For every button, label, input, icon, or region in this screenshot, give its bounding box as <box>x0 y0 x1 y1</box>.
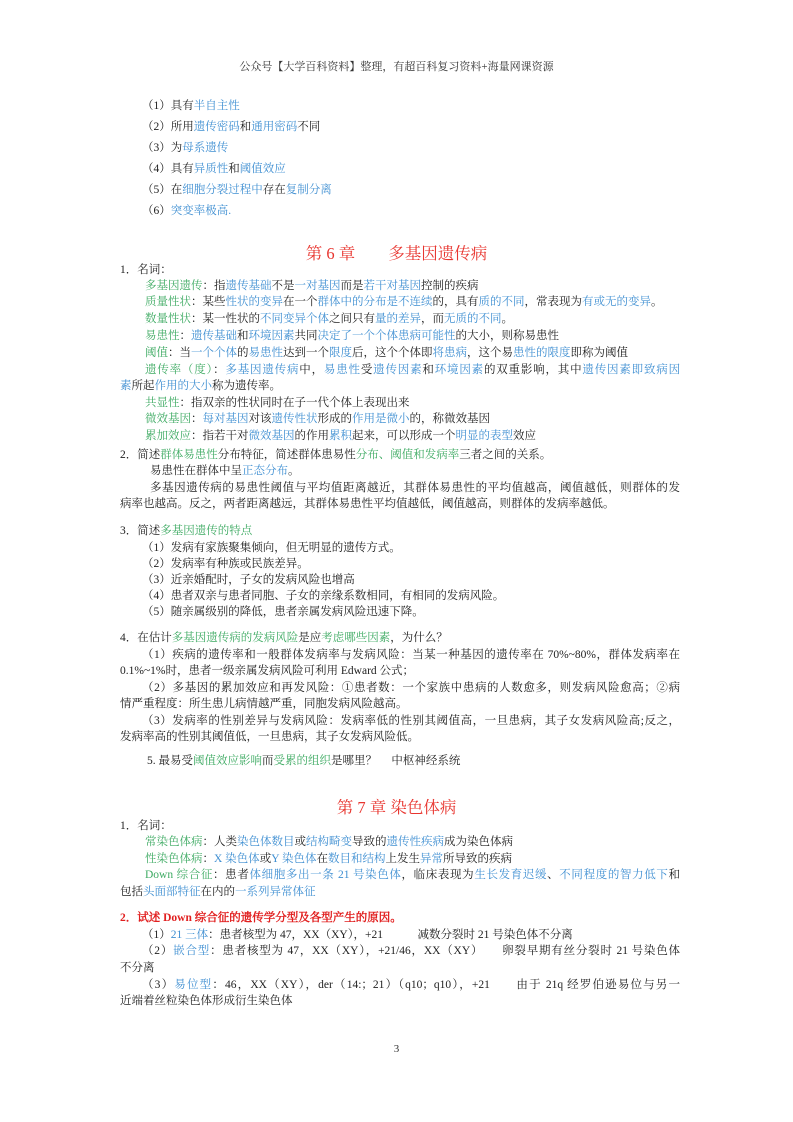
text-span: 5. 最易受 <box>147 755 193 767</box>
highlight-blue: 遗传性疾病 <box>386 836 444 848</box>
text-span: 1．名词： <box>120 820 172 832</box>
highlight-blue: 微效基因 <box>248 430 295 442</box>
highlight-blue: 嵌合型 <box>173 945 211 957</box>
text-line <box>145 412 490 427</box>
text-line <box>142 99 240 114</box>
text-span: ：某一性状的 <box>191 313 260 325</box>
highlight-blue: 突变率极高. <box>170 205 232 217</box>
text-line <box>142 648 680 663</box>
highlight-blue: 一对基因 <box>294 280 341 292</box>
text-line <box>147 754 460 769</box>
text-line <box>145 852 512 867</box>
highlight-blue: 易位型 <box>174 979 213 991</box>
text-line <box>142 589 504 604</box>
text-span: ，临床表现为 <box>401 869 475 881</box>
text-line <box>142 162 286 177</box>
text-span: 所导致的疾病 <box>442 853 512 865</box>
highlight-blue: 生长发育迟缓 <box>474 869 548 881</box>
text-span: ：患者 <box>213 869 250 881</box>
chapter-title <box>0 244 793 264</box>
highlight-blue: 复制分离 <box>285 184 332 196</box>
text-line <box>120 379 281 394</box>
text-span: 不同 <box>297 121 321 133</box>
text-span: ：指 <box>202 280 226 292</box>
text-span: ：指若干对 <box>191 430 249 442</box>
text-span: ： <box>213 364 226 376</box>
highlight-blue: 正态分布 <box>242 465 288 477</box>
text-line <box>120 631 448 646</box>
text-span: ，而 <box>421 313 444 325</box>
text-span: 、 <box>547 869 560 881</box>
text-line <box>150 464 300 479</box>
text-line <box>145 279 479 294</box>
text-span: ：某些 <box>191 296 226 308</box>
highlight-blue: 体细胞多出一条 21 号染色体 <box>249 869 402 881</box>
text-line <box>142 944 680 959</box>
highlight-blue: 易患性 <box>323 364 361 376</box>
text-line <box>120 885 316 900</box>
text-line <box>120 524 252 539</box>
text-span: 0.1%~1%时，患者一级亲属发病风险可利用 Edward 公式； <box>120 665 415 677</box>
highlight-blue: 作用的大小 <box>154 380 212 392</box>
question-heading: 2．试述 Down 综合征的遗传学分型及各型产生的原因。 <box>120 912 402 924</box>
text-span: 和 <box>668 869 680 881</box>
term-green: 考虑哪些因素 <box>321 632 391 644</box>
term-green: 多基因遗传的特点 <box>160 525 253 537</box>
text-span: 控制的疾病 <box>421 280 479 292</box>
highlight-blue: 明显的表型 <box>455 430 513 442</box>
highlight-blue: 环境因素 <box>434 364 484 376</box>
text-span: 情严重程度：所生患儿病情越严重，同胞发病风险越高。 <box>120 698 408 710</box>
highlight-blue: 数目和结构 <box>327 853 386 865</box>
highlight-blue: 21 三体 <box>170 929 209 941</box>
text-line <box>120 730 419 745</box>
highlight-blue: 每对基因 <box>202 413 249 425</box>
term-green: 阈值 <box>145 347 168 359</box>
text-line <box>120 911 402 926</box>
text-span: 称为遗传率。 <box>212 380 281 392</box>
text-line <box>142 141 228 156</box>
highlight-blue: 群体中的分布是不连续 <box>317 296 433 308</box>
text-span: 共同 <box>294 330 318 342</box>
term-green: 分布、阈值和发病率 <box>355 449 460 461</box>
highlight-blue: 无质的不同 <box>444 313 502 325</box>
term-green: 群体易患性 <box>160 449 218 461</box>
term-green: 共显性 <box>145 397 180 409</box>
highlight-blue: 通用密码 <box>251 121 298 133</box>
text-span: 达到一个 <box>283 347 329 359</box>
term-green: 多基因遗传 <box>145 280 203 292</box>
text-span: 而是 <box>340 280 364 292</box>
highlight-blue: 结构畸变 <box>306 836 352 848</box>
text-line <box>120 697 408 712</box>
text-line <box>142 204 231 219</box>
highlight-blue: 阈值效应 <box>239 163 286 175</box>
text-span: （4）患者双亲与患者同胞、子女的亲缘系数相同，有相同的发病风险。 <box>142 590 505 602</box>
highlight-blue: 环境因素 <box>248 330 295 342</box>
text-span: 中， <box>299 364 324 376</box>
text-line <box>145 835 513 850</box>
term-green: 质量性状 <box>145 296 191 308</box>
highlight-blue: 遗传性状 <box>271 413 318 425</box>
text-span: ：46，XX（XY），der（14:；21）（q10；q10），+21 由于 21q 经罗伯逊易位与另一 <box>212 979 680 991</box>
text-span: 是应 <box>298 632 322 644</box>
highlight-blue: 质的不同 <box>478 296 525 308</box>
text-line <box>142 541 401 556</box>
highlight-blue: 母系遗传 <box>182 142 229 154</box>
text-span: 第 7 章 染色体病 <box>336 798 457 817</box>
term-green: 易患性 <box>145 330 180 342</box>
highlight-blue: 量的差异 <box>375 313 421 325</box>
text-line <box>145 346 628 361</box>
text-line <box>120 263 172 278</box>
text-line <box>145 396 410 411</box>
text-span: ，常表现为 <box>524 296 582 308</box>
text-span: （2） <box>142 945 174 957</box>
text-line <box>142 605 424 620</box>
text-line <box>120 819 172 834</box>
text-span: 后，这个个体即 <box>352 347 433 359</box>
highlight-blue: 患性的限度 <box>513 347 571 359</box>
highlight-blue: 不同程度的智力低下 <box>559 869 669 881</box>
text-span: （6） <box>142 205 171 217</box>
highlight-blue: 异质性 <box>193 163 229 175</box>
text-span: （1）具有 <box>142 100 194 112</box>
text-line <box>145 363 680 378</box>
text-line <box>120 664 414 679</box>
highlight-blue: 遗传基础 <box>191 330 237 342</box>
text-span: ，为什么？ <box>390 632 448 644</box>
text-span: （2）多基因的累加效应和再发风险：①患者数：一个家族中患病的人数愈多，则发病风险愈高；②病 <box>142 682 680 694</box>
text-line <box>145 429 536 444</box>
highlight-blue: 染色体数目 <box>237 836 295 848</box>
text-span: 。 <box>501 313 513 325</box>
text-line <box>120 961 155 976</box>
text-span: （5）在 <box>142 184 183 196</box>
text-line <box>120 994 293 1009</box>
highlight-blue: 累积 <box>329 430 352 442</box>
text-span: 在 <box>316 853 328 865</box>
text-line <box>142 557 309 572</box>
text-line <box>120 448 551 463</box>
term-green: 累加效应 <box>145 430 191 442</box>
text-span: 而 <box>262 755 274 767</box>
text-span: 的双重影响，其中 <box>483 364 583 376</box>
text-span: 。 <box>651 296 663 308</box>
text-span: 近端着丝粒染色体形成衍生染色体 <box>120 995 293 1007</box>
term-green: Down 综合征 <box>145 869 214 881</box>
text-span: （2）发病率有种族或民族差异。 <box>142 558 309 570</box>
text-line <box>142 681 680 696</box>
text-span: ： <box>179 330 191 342</box>
text-span: 导致的 <box>352 836 387 848</box>
text-span: 不分离 <box>120 962 155 974</box>
text-span: 形成的 <box>317 413 352 425</box>
text-span: 和 <box>422 364 435 376</box>
text-span: 在一个 <box>283 296 318 308</box>
highlight-blue: 遗传基础 <box>225 280 272 292</box>
highlight-blue: 头面部特征 <box>143 886 201 898</box>
text-span: 受 <box>360 364 374 376</box>
text-span: （3）发病率的性别差异与发病风险：发病率低的性别其阈值高，一旦患病，其子女发病风险高;反之， <box>142 715 680 727</box>
text-span: 4．在估计 <box>120 632 172 644</box>
text-span: 的 <box>237 347 249 359</box>
term-green: 阈值效应影响 <box>193 755 262 767</box>
text-span: 即称为阈值 <box>570 347 628 359</box>
text-span: 包括 <box>120 886 143 898</box>
text-span: 。 <box>288 465 300 477</box>
text-span: 的，称微效基因 <box>409 413 490 425</box>
text-line <box>142 928 573 943</box>
highlight-blue: 作用是微小 <box>352 413 410 425</box>
term-green: 数量性状 <box>145 313 191 325</box>
text-line <box>145 312 513 327</box>
text-span: 3．简述 <box>120 525 161 537</box>
text-span: 的作用 <box>294 430 329 442</box>
text-line <box>145 329 559 344</box>
term-green: 性染色体病 <box>145 853 203 865</box>
text-span: 分布特征，简述群体患易性 <box>217 449 356 461</box>
highlight-blue: 若干对基因 <box>363 280 421 292</box>
text-line <box>142 183 332 198</box>
text-span: （3）为 <box>142 142 183 154</box>
highlight-blue: 不同变异个体 <box>260 313 329 325</box>
text-span: 在内的 <box>200 886 235 898</box>
text-span: （5）随亲属级别的降低，患者亲属发病风险迅速下降。 <box>142 606 424 618</box>
text-span: ： <box>191 413 203 425</box>
text-span: 效应 <box>513 430 536 442</box>
page-header: 公众号【大学百科资料】整理，有超百科复习资料+海量网课资源 <box>239 61 554 73</box>
text-span: 上发生 <box>385 853 420 865</box>
term-green: 多基因遗传病的发病风险 <box>171 632 299 644</box>
text-span: （3） <box>142 979 175 991</box>
text-span: 2．简述 <box>120 449 161 461</box>
text-span: 存在 <box>262 184 286 196</box>
highlight-blue: 一系列异常体征 <box>235 886 316 898</box>
text-span: 多基因遗传病的易患性阈值与平均值距离越近，其群体易患性的平均值越高，阈值越低，则群体的发 <box>150 482 680 494</box>
highlight-blue: Y 染色体 <box>271 853 317 865</box>
text-span: 所起 <box>131 380 155 392</box>
text-span: 或 <box>294 836 306 848</box>
highlight-blue: 多基因遗传病 <box>225 364 300 376</box>
text-span: ：患者核型为 47，XX（XY），+21/46，XX（XY） 卵裂早期有丝分裂时 21 号染色体 <box>210 945 680 957</box>
highlight-blue: 易患性 <box>248 347 283 359</box>
text-span: ： <box>202 853 214 865</box>
text-span: ：人类 <box>202 836 237 848</box>
text-line <box>120 497 615 512</box>
term-green: 受累的组织 <box>273 755 331 767</box>
text-span: 三者之间的关系。 <box>459 449 552 461</box>
text-span: 起来，可以形成一个 <box>352 430 456 442</box>
text-span: 对该 <box>248 413 272 425</box>
page-number: 3 <box>393 1043 400 1055</box>
highlight-blue: X 染色体 <box>214 853 260 865</box>
text-span: 不是 <box>271 280 295 292</box>
highlight-blue: 决定了一个个体患病可能性 <box>317 330 456 342</box>
highlight-blue: 遗传因素 <box>373 364 423 376</box>
term-green: 常染色体病 <box>145 836 203 848</box>
text-span: （1）疾病的遗传率和一般群体发病率与发病风险：当某一种基因的遗传率在 70%~80%，群体发病率在 <box>142 649 680 661</box>
text-span: 病率也越高。反之，两者距离越远，其群体易患性平均值越低，阈值越高，则群体的发病率越低。 <box>120 498 615 510</box>
text-span: ：指双亲的性状同时在子一代个体上表现出来 <box>179 397 410 409</box>
text-span: 和 <box>228 163 240 175</box>
text-span: 是哪里？ 中枢神经系统 <box>331 755 461 767</box>
highlight-blue: 遗传密码 <box>193 121 240 133</box>
text-line <box>145 868 680 883</box>
text-span: （3）近亲婚配时，子女的发病风险也增高 <box>142 574 355 586</box>
text-span: 和 <box>237 330 249 342</box>
highlight-blue: 将患病 <box>432 347 467 359</box>
highlight-blue: 素 <box>120 380 132 392</box>
text-line <box>142 120 320 135</box>
highlight-blue: 异常 <box>419 853 443 865</box>
text-span: 成为染色体病 <box>444 836 513 848</box>
text-span: （1）发病有家族聚集倾向，但无明显的遗传方式。 <box>142 542 401 554</box>
text-span: 的，具有 <box>432 296 479 308</box>
highlight-blue: 细胞分裂过程中 <box>182 184 263 196</box>
text-line <box>142 714 680 729</box>
text-span: ，这个易 <box>467 347 513 359</box>
text-span: 或 <box>259 853 272 865</box>
highlight-blue: 遗传因素即致病因 <box>582 364 680 376</box>
highlight-blue: 有或无的变异 <box>582 296 651 308</box>
text-line <box>142 573 355 588</box>
text-span: 1．名词： <box>120 264 172 276</box>
text-span: （4）具有 <box>142 163 194 175</box>
term-green: 微效基因 <box>145 413 191 425</box>
text-line <box>142 978 680 993</box>
text-span: 发病率高的性别其阈值低，一旦患病，其子女发病风险低。 <box>120 731 419 743</box>
highlight-blue: 一个个体 <box>191 347 237 359</box>
text-span: 易患性在群体中呈 <box>150 465 242 477</box>
text-span: 之间只有 <box>329 313 375 325</box>
text-span: （2）所用 <box>142 121 194 133</box>
text-span: （1） <box>142 929 171 941</box>
text-span: 的大小，则称易患性 <box>455 330 559 342</box>
highlight-blue: 性状的变异 <box>225 296 283 308</box>
text-span: 和 <box>239 121 252 133</box>
text-span: 第 6 章 多基因遗传病 <box>305 244 488 263</box>
highlight-blue: 半自主性 <box>193 100 240 112</box>
text-span: ：当 <box>168 347 191 359</box>
text-line <box>150 481 680 496</box>
term-green: 遗传率（度） <box>145 364 214 376</box>
text-line <box>145 295 663 310</box>
text-span: ：患者核型为 47，XX（XY），+21 减数分裂时 21 号染色体不分离 <box>208 929 573 941</box>
chapter-title <box>0 798 793 818</box>
highlight-blue: 限度 <box>329 347 352 359</box>
